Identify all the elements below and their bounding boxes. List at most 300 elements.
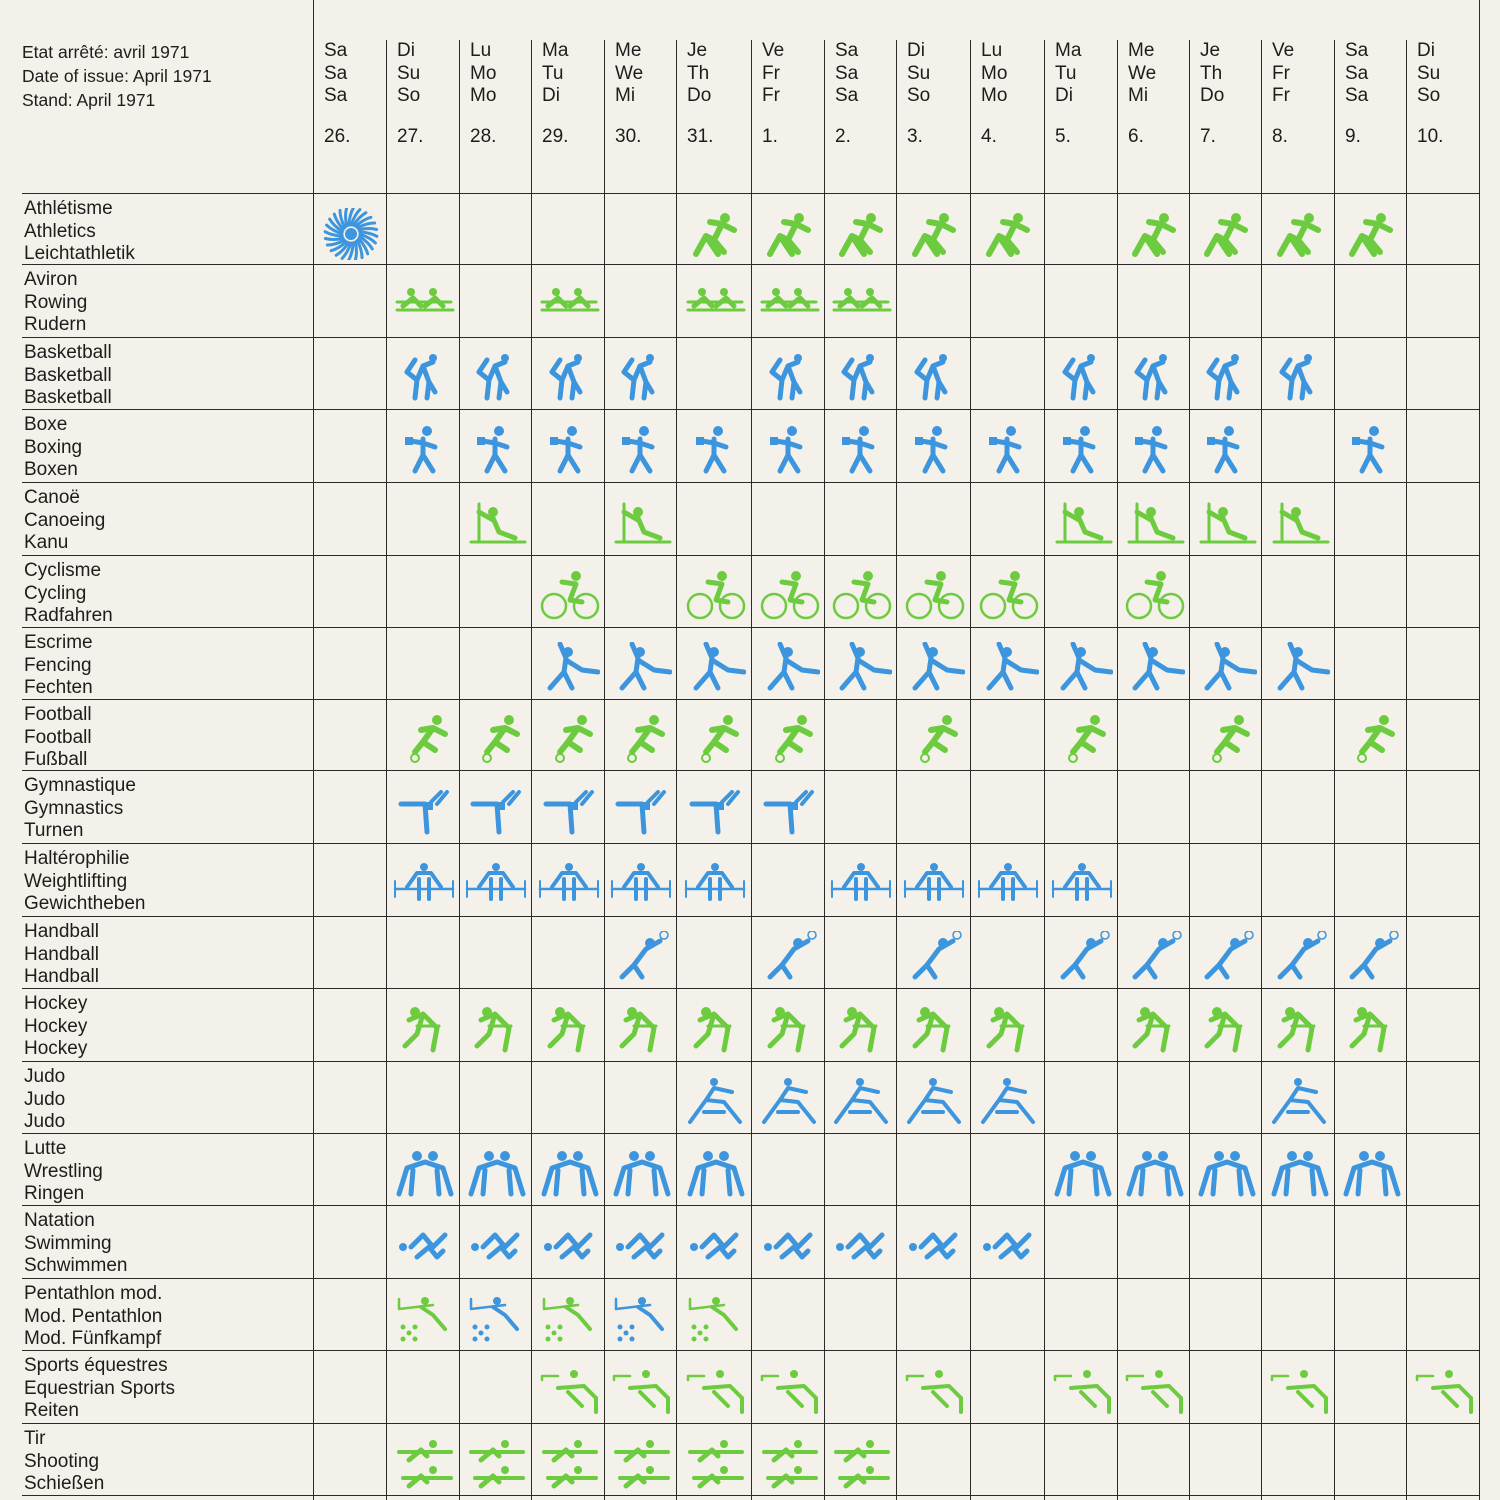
handball-icon <box>1123 931 1185 983</box>
sport-name: Canoë <box>24 487 80 508</box>
football-icon <box>684 714 746 766</box>
day-name: Mo <box>981 85 1008 106</box>
athletics-icon <box>684 208 746 260</box>
cycling-icon <box>830 570 892 622</box>
day-header <box>470 40 496 148</box>
day-header <box>981 40 1007 148</box>
sport-name: Handball <box>24 921 99 942</box>
wrestling-icon <box>1051 1148 1113 1200</box>
handball-icon <box>1195 931 1257 983</box>
sport-name: Basketball <box>24 342 112 363</box>
day-name: Di <box>907 40 925 61</box>
sport-name: Basketball <box>24 364 112 386</box>
pentathlon-icon <box>538 1293 600 1345</box>
boxing-icon <box>538 425 600 477</box>
opening-ceremony-icon <box>320 208 382 260</box>
canoeing-icon <box>1268 498 1330 550</box>
hockey-icon <box>538 1004 600 1056</box>
boxing-icon <box>393 425 455 477</box>
day-name: Su <box>1417 62 1441 84</box>
sport-name: Tir <box>24 1428 46 1449</box>
grid-hline <box>22 337 1480 338</box>
day-name: Je <box>687 40 708 61</box>
day-number: 9. <box>1345 125 1361 147</box>
equestrian-icon <box>1413 1366 1475 1418</box>
equestrian-icon <box>684 1366 746 1418</box>
fencing-icon <box>903 642 965 694</box>
shooting-icon <box>830 1438 892 1490</box>
sport-name: Aviron <box>24 269 78 290</box>
football-icon <box>903 714 965 766</box>
grid-hline <box>22 193 1480 194</box>
sport-name: Boxe <box>24 414 68 435</box>
sport-name: Canoeing <box>24 509 106 531</box>
sport-label <box>24 1066 65 1134</box>
boxing-icon <box>1123 425 1185 477</box>
sport-name: Radfahren <box>24 605 113 626</box>
grid-hline <box>22 988 1480 989</box>
grid-hline <box>22 699 1480 700</box>
day-name: Su <box>397 62 421 84</box>
cycling-icon <box>903 570 965 622</box>
sport-label <box>24 198 135 266</box>
boxing-icon <box>758 425 820 477</box>
sport-label <box>24 269 87 337</box>
basketball-icon <box>393 352 455 404</box>
sport-name: Weightlifting <box>24 870 128 892</box>
sport-name: Natation <box>24 1210 95 1231</box>
pentathlon-icon <box>465 1293 527 1345</box>
gymnastics-icon <box>610 786 672 838</box>
sport-name: Hockey <box>24 1038 88 1059</box>
grid-hline <box>22 627 1480 628</box>
athletics-icon <box>903 208 965 260</box>
weightlifting-icon <box>393 859 455 911</box>
sport-name: Rudern <box>24 314 87 335</box>
athletics-icon <box>1195 208 1257 260</box>
grid-hline <box>22 843 1480 844</box>
day-header <box>907 40 930 148</box>
day-name: Di <box>1417 40 1435 61</box>
swimming-icon <box>465 1221 527 1273</box>
sport-name: Boxen <box>24 459 78 480</box>
sport-name: Fußball <box>24 749 88 770</box>
cycling-icon <box>684 570 746 622</box>
sport-name: Lutte <box>24 1138 67 1159</box>
sport-name: Judo <box>24 1111 66 1132</box>
judo-icon <box>977 1076 1039 1128</box>
day-name: Sa <box>324 62 348 84</box>
sport-label <box>24 1355 175 1423</box>
sport-name: Athlétisme <box>24 198 113 219</box>
football-icon <box>758 714 820 766</box>
athletics-icon <box>758 208 820 260</box>
hockey-icon <box>1340 1004 1402 1056</box>
judo-icon <box>684 1076 746 1128</box>
handball-icon <box>610 931 672 983</box>
handball-icon <box>1340 931 1402 983</box>
shooting-icon <box>393 1438 455 1490</box>
equestrian-icon <box>1123 1366 1185 1418</box>
day-name: Mi <box>615 85 636 106</box>
sport-name: Schwimmen <box>24 1255 128 1276</box>
sport-label <box>24 560 113 628</box>
day-name: Sa <box>324 40 348 61</box>
basketball-icon <box>610 352 672 404</box>
athletics-icon <box>830 208 892 260</box>
hockey-icon <box>684 1004 746 1056</box>
fencing-icon <box>977 642 1039 694</box>
canoeing-icon <box>1051 498 1113 550</box>
cycling-icon <box>538 570 600 622</box>
sport-name: Boxing <box>24 436 83 458</box>
day-number: 27. <box>397 125 424 147</box>
sport-name: Mod. Pentathlon <box>24 1305 163 1327</box>
day-name: Je <box>1200 40 1221 61</box>
basketball-icon <box>1123 352 1185 404</box>
sport-name: Sports équestres <box>24 1355 168 1376</box>
sport-name: Cycling <box>24 582 87 604</box>
grid-hline <box>22 555 1480 556</box>
grid-vline <box>1479 0 1480 1500</box>
day-name: Ma <box>542 40 569 61</box>
rowing-icon <box>684 280 746 332</box>
boxing-icon <box>903 425 965 477</box>
grid-hline <box>22 1061 1480 1062</box>
football-icon <box>1340 714 1402 766</box>
day-name: Ve <box>762 40 785 61</box>
day-name: Sa <box>1345 85 1369 106</box>
day-number: 7. <box>1200 125 1216 147</box>
handball-icon <box>1051 931 1113 983</box>
sport-name: Judo <box>24 1088 66 1110</box>
fencing-icon <box>684 642 746 694</box>
sport-label <box>24 487 105 555</box>
day-name: Sa <box>1345 40 1369 61</box>
day-number: 3. <box>907 125 923 147</box>
hockey-icon <box>903 1004 965 1056</box>
football-icon <box>1051 714 1113 766</box>
sport-name: Ringen <box>24 1183 85 1204</box>
athletics-icon <box>1268 208 1330 260</box>
weightlifting-icon <box>1051 859 1113 911</box>
athletics-icon <box>1340 208 1402 260</box>
basketball-icon <box>758 352 820 404</box>
sport-label <box>24 704 92 772</box>
sport-name: Basketball <box>24 387 112 408</box>
day-number: 29. <box>542 125 569 147</box>
swimming-icon <box>538 1221 600 1273</box>
gymnastics-icon <box>393 786 455 838</box>
equestrian-icon <box>1268 1366 1330 1418</box>
sport-name: Gewichtheben <box>24 893 146 914</box>
grid-hline <box>22 1495 1480 1496</box>
hockey-icon <box>1123 1004 1185 1056</box>
grid-hline <box>22 1205 1480 1206</box>
day-name: Mi <box>1128 85 1149 106</box>
boxing-icon <box>830 425 892 477</box>
fencing-icon <box>830 642 892 694</box>
basketball-icon <box>1195 352 1257 404</box>
wrestling-icon <box>465 1148 527 1200</box>
sport-name: Football <box>24 726 92 748</box>
weightlifting-icon <box>684 859 746 911</box>
sport-name: Turnen <box>24 820 84 841</box>
shooting-icon <box>610 1438 672 1490</box>
boxing-icon <box>684 425 746 477</box>
day-name: Do <box>1200 85 1225 106</box>
day-number: 30. <box>615 125 642 147</box>
grid-hline <box>22 1278 1480 1279</box>
football-icon <box>610 714 672 766</box>
gymnastics-icon <box>465 786 527 838</box>
handball-icon <box>758 931 820 983</box>
day-name: Fr <box>762 62 780 84</box>
fencing-icon <box>1268 642 1330 694</box>
day-header <box>1128 40 1156 148</box>
sport-name: Athletics <box>24 220 96 242</box>
day-number: 5. <box>1055 125 1071 147</box>
day-header <box>615 40 643 148</box>
sport-name: Swimming <box>24 1232 112 1254</box>
sport-label <box>24 1210 127 1278</box>
swimming-icon <box>830 1221 892 1273</box>
day-number: 31. <box>687 125 714 147</box>
day-name: Sa <box>835 85 859 106</box>
football-icon <box>465 714 527 766</box>
sport-name: Judo <box>24 1066 66 1087</box>
hockey-icon <box>1268 1004 1330 1056</box>
wrestling-icon <box>1340 1148 1402 1200</box>
weightlifting-icon <box>830 859 892 911</box>
basketball-icon <box>538 352 600 404</box>
sport-name: Hockey <box>24 1015 88 1037</box>
equestrian-icon <box>1051 1366 1113 1418</box>
grid-hline <box>22 1423 1480 1424</box>
day-header <box>762 40 784 148</box>
cycling-icon <box>977 570 1039 622</box>
boxing-icon <box>610 425 672 477</box>
sport-name: Kanu <box>24 532 69 553</box>
hockey-icon <box>1195 1004 1257 1056</box>
sport-name: Wrestling <box>24 1160 103 1182</box>
swimming-icon <box>684 1221 746 1273</box>
day-name: Fr <box>762 85 780 106</box>
day-number: 28. <box>470 125 497 147</box>
day-name: Me <box>1128 40 1155 61</box>
swimming-icon <box>903 1221 965 1273</box>
boxing-icon <box>1195 425 1257 477</box>
day-number: 10. <box>1417 125 1444 147</box>
swimming-icon <box>610 1221 672 1273</box>
grid-vline <box>313 0 314 1500</box>
sport-name: Football <box>24 704 92 725</box>
wrestling-icon <box>1268 1148 1330 1200</box>
equestrian-icon <box>903 1366 965 1418</box>
gymnastics-icon <box>538 786 600 838</box>
canoeing-icon <box>465 498 527 550</box>
pentathlon-icon <box>610 1293 672 1345</box>
gymnastics-icon <box>684 786 746 838</box>
sport-label <box>24 1138 103 1206</box>
hockey-icon <box>465 1004 527 1056</box>
sport-name: Fencing <box>24 654 92 676</box>
sport-label <box>24 1428 104 1496</box>
day-header <box>324 40 350 148</box>
issue-note-de: Stand: April 1971 <box>22 90 156 110</box>
day-header <box>687 40 713 148</box>
sport-name: Schießen <box>24 1473 105 1494</box>
grid-hline <box>22 770 1480 771</box>
weightlifting-icon <box>538 859 600 911</box>
athletics-icon <box>1123 208 1185 260</box>
day-name: Ma <box>1055 40 1082 61</box>
day-number: 6. <box>1128 125 1144 147</box>
hockey-icon <box>610 1004 672 1056</box>
fencing-icon <box>538 642 600 694</box>
fencing-icon <box>610 642 672 694</box>
wrestling-icon <box>684 1148 746 1200</box>
athletics-icon <box>977 208 1039 260</box>
wrestling-icon <box>393 1148 455 1200</box>
day-name: Sa <box>835 62 859 84</box>
sport-label <box>24 775 136 843</box>
handball-icon <box>903 931 965 983</box>
canoeing-icon <box>610 498 672 550</box>
weightlifting-icon <box>610 859 672 911</box>
swimming-icon <box>977 1221 1039 1273</box>
hockey-icon <box>393 1004 455 1056</box>
hockey-icon <box>758 1004 820 1056</box>
boxing-icon <box>465 425 527 477</box>
sport-name: Pentathlon mod. <box>24 1283 163 1304</box>
wrestling-icon <box>1195 1148 1257 1200</box>
sport-label <box>24 1283 162 1351</box>
equestrian-icon <box>610 1366 672 1418</box>
issue-note <box>22 40 212 112</box>
fencing-icon <box>1123 642 1185 694</box>
fencing-icon <box>1051 642 1113 694</box>
equestrian-icon <box>538 1366 600 1418</box>
sport-name: Cyclisme <box>24 560 102 581</box>
sport-name: Mod. Fünfkampf <box>24 1328 162 1349</box>
grid-hline <box>22 409 1480 410</box>
sport-name: Shooting <box>24 1450 100 1472</box>
grid-hline <box>22 482 1480 483</box>
weightlifting-icon <box>903 859 965 911</box>
day-number: 1. <box>762 125 778 147</box>
day-name: Lu <box>470 40 492 61</box>
handball-icon <box>1268 931 1330 983</box>
football-icon <box>1195 714 1257 766</box>
boxing-icon <box>1051 425 1113 477</box>
grid-hline <box>22 916 1480 917</box>
day-name: We <box>615 62 644 84</box>
sport-label <box>24 342 112 410</box>
fencing-icon <box>1195 642 1257 694</box>
sport-name: Rowing <box>24 291 88 313</box>
fencing-icon <box>758 642 820 694</box>
sport-name: Hockey <box>24 993 88 1014</box>
canoeing-icon <box>1195 498 1257 550</box>
day-name: Di <box>542 85 560 106</box>
wrestling-icon <box>610 1148 672 1200</box>
basketball-icon <box>903 352 965 404</box>
issue-note-fr: Etat arrêté: avril 1971 <box>22 42 190 62</box>
day-name: Di <box>1055 85 1073 106</box>
day-name: Mo <box>470 62 497 84</box>
sport-name: Handball <box>24 966 99 987</box>
rowing-icon <box>538 280 600 332</box>
shooting-icon <box>758 1438 820 1490</box>
shooting-icon <box>465 1438 527 1490</box>
weightlifting-icon <box>977 859 1039 911</box>
day-header <box>835 40 858 148</box>
cycling-icon <box>758 570 820 622</box>
pentathlon-icon <box>393 1293 455 1345</box>
sport-name: Gymnastics <box>24 797 124 819</box>
day-header <box>1417 40 1443 148</box>
day-name: Me <box>615 40 642 61</box>
day-header <box>1345 40 1368 148</box>
judo-icon <box>1268 1076 1330 1128</box>
rowing-icon <box>393 280 455 332</box>
sport-name: Reiten <box>24 1400 79 1421</box>
day-name: Tu <box>542 62 564 84</box>
swimming-icon <box>393 1221 455 1273</box>
rowing-icon <box>758 280 820 332</box>
day-number: 4. <box>981 125 997 147</box>
issue-note-en: Date of issue: April 1971 <box>22 66 212 86</box>
sport-label <box>24 632 93 700</box>
day-name: Su <box>907 62 931 84</box>
hockey-icon <box>977 1004 1039 1056</box>
sport-label <box>24 921 99 989</box>
day-number: 26. <box>324 125 351 147</box>
basketball-icon <box>1051 352 1113 404</box>
day-name: Mo <box>470 85 497 106</box>
day-name: Lu <box>981 40 1003 61</box>
day-name: Di <box>397 40 415 61</box>
sport-name: Gymnastique <box>24 775 136 796</box>
football-icon <box>538 714 600 766</box>
day-name: Ve <box>1272 40 1295 61</box>
weightlifting-icon <box>465 859 527 911</box>
boxing-icon <box>977 425 1039 477</box>
boxing-icon <box>1340 425 1402 477</box>
grid-hline <box>22 264 1480 265</box>
shooting-icon <box>684 1438 746 1490</box>
sport-name: Handball <box>24 943 99 965</box>
day-name: Do <box>687 85 712 106</box>
football-icon <box>393 714 455 766</box>
basketball-icon <box>830 352 892 404</box>
shooting-icon <box>538 1438 600 1490</box>
day-header <box>1055 40 1081 148</box>
day-name: Sa <box>324 85 348 106</box>
hockey-icon <box>830 1004 892 1056</box>
grid-hline <box>22 1350 1480 1351</box>
day-header <box>397 40 423 148</box>
sport-name: Leichtathletik <box>24 243 135 264</box>
day-name: So <box>1417 85 1441 106</box>
day-header <box>542 40 568 148</box>
rowing-icon <box>830 280 892 332</box>
sport-label <box>24 414 82 482</box>
day-header <box>1272 40 1294 148</box>
pentathlon-icon <box>684 1293 746 1345</box>
judo-icon <box>830 1076 892 1128</box>
